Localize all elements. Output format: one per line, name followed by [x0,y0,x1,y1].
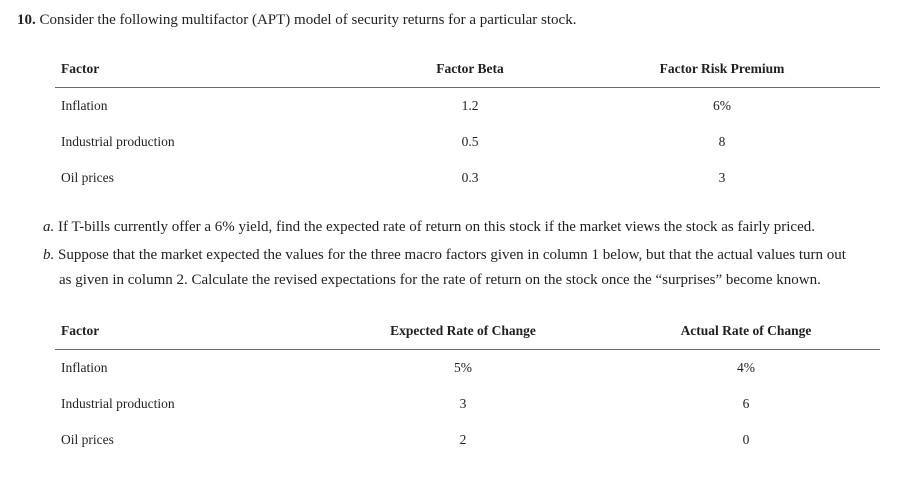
part-a [43,215,815,240]
table-row [55,124,880,160]
table-cell: Oil prices [61,170,114,185]
table-row [55,422,880,458]
factor-change-table [55,317,880,458]
table-cell: 3 [718,170,726,185]
question-text: Consider the following multifactor (APT) model of security returns for a particular stock. [39,12,577,28]
column-header-actual-rate: Actual Rate of Change [680,323,812,338]
column-header-expected-rate: Expected Rate of Change [390,323,536,338]
table-cell: 0.3 [461,170,479,185]
part-a-label: a. [43,219,55,235]
table-cell: Inflation [61,98,108,113]
table-cell: 4% [737,360,755,375]
part-b-text-line-2: as given in column 2. Calculate the revised expectations for the rate of return on the stock once the “surprises” become known. [59,272,821,288]
table-header-row [55,317,880,350]
table-cell: Industrial production [61,134,175,149]
column-header-factor: Factor [61,61,100,76]
column-header-factor-risk-premium: Factor Risk Premium [659,61,785,76]
table-cell: 6 [742,396,750,411]
part-b-line-1 [43,243,893,268]
factor-beta-table [55,55,880,196]
table-cell: Inflation [61,360,108,375]
column-header-factor: Factor [61,323,100,338]
table-cell: 2 [459,432,467,447]
table-cell: 1.2 [461,98,479,113]
table-row [55,160,880,196]
table-cell: 8 [718,134,726,149]
part-b [43,243,893,293]
table-cell: 3 [459,396,467,411]
table-cell: Industrial production [61,396,175,411]
question-prompt [17,12,576,29]
table-cell: 0 [742,432,750,447]
table-row [55,88,880,124]
part-b-label: b. [43,247,55,263]
question-number: 10. [17,12,36,28]
table-row [55,350,880,386]
table-cell: 5% [454,360,472,375]
table-cell: 0.5 [461,134,479,149]
table-cell: 6% [713,98,731,113]
column-header-factor-beta: Factor Beta [436,61,504,76]
table-header-row [55,55,880,88]
table-row [55,386,880,422]
part-b-text-line-1: Suppose that the market expected the values for the three macro factors given in column 1 below, but that the actual values turn out [58,247,846,263]
part-a-text: If T-bills currently offer a 6% yield, find the expected rate of return on this stock if the market views the stock as fairly priced. [58,219,815,235]
table-cell: Oil prices [61,432,114,447]
